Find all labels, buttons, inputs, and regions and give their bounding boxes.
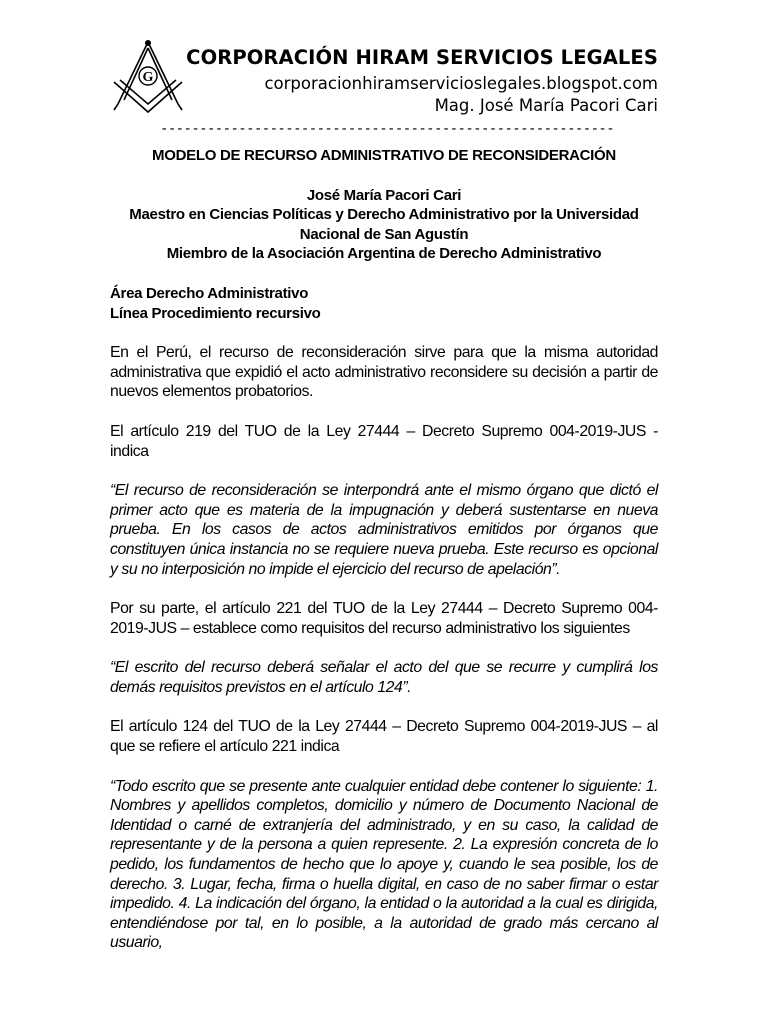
author-block [110, 186, 658, 264]
header-divider: ---------------------------------------------------------- [160, 121, 615, 137]
blog-url: corporacionhiramservicioslegales.blogspot.com [264, 74, 658, 93]
author-name: José María Pacori Cari [306, 186, 462, 204]
square-and-compass-icon [108, 38, 188, 114]
author-degree: Maestro en Ciencias Políticas y Derecho Administrativo por la Universidad Nacional de San Agustín [129, 206, 639, 243]
header-author: Mag. José María Pacori Cari [434, 96, 658, 115]
paragraph-article-124: El artículo 124 del TUO de la Ley 27444 – Decreto Supremo 004-2019-JUS – al que se refiere el artículo 221 indica [110, 718, 658, 756]
quote-article-124: “Todo escrito que se presente ante cualquier entidad debe contener lo siguiente: 1. Nombres y apellidos completos, domicilio y número de Documento Nacional de Identidad o carné de extranjería del administrado, y en su caso, la calidad de representante y de la persona a quien represente. 2. La expresión concreta de lo pedido, los fundamentos de hecho que lo apoye y, cuando le sea posible, los de derecho. 3. Lugar, fecha, firma o huella digital, en caso de no saber firmar o estar impedido. 4. La indicación del órgano, la entidad o la autoridad a la cual es dirigida, entendiéndose por tal, en lo posible, a la autoridad de grado más cercano al usuario, [110, 777, 658, 952]
line-label: Línea Procedimiento recursivo [110, 304, 321, 322]
paragraph-intro: En el Perú, el recurso de reconsideración sirve para que la misma autoridad administrativa que expidió el acto administrativo reconsidere su decisión a partir de nuevos elementos probatorios. [110, 344, 658, 401]
logo-letter: G [142, 70, 154, 85]
quote-article-219: “El recurso de reconsideración se interpondrá ante el mismo órgano que dictó el primer acto que es materia de la impugnación y deberá sustentarse en nueva prueba. En los casos de actos administrativos emitidos por órganos que constituyen única instancia no se requiere nueva prueba. Este recurso es opcional y su no interposición no impide el ejercicio del recurso de apelación”. [110, 482, 658, 578]
quote-article-221: “El escrito del recurso deberá señalar el acto del que se recurre y cumplirá los demás requisitos previstos en el artículo 124”. [110, 659, 658, 696]
paragraph-article-221: Por su parte, el artículo 221 del TUO de la Ley 27444 – Decreto Supremo 004-2019-JUS – establece como requisitos del recurso administrativo los siguientes [110, 600, 658, 637]
document-body [110, 146, 658, 953]
area-label: Área Derecho Administrativo [110, 284, 309, 302]
paragraph-article-219: El artículo 219 del TUO de la Ley 27444 – Decreto Supremo 004-2019-JUS - indica [110, 422, 658, 460]
organization-title: CORPORACIÓN HIRAM SERVICIOS LEGALES [186, 46, 658, 69]
document-title: MODELO DE RECURSO ADMINISTRATIVO DE RECONSIDERACIÓN [152, 147, 616, 164]
area-block [110, 284, 658, 323]
author-membership: Miembro de la Asociación Argentina de Derecho Administrativo [166, 245, 602, 263]
